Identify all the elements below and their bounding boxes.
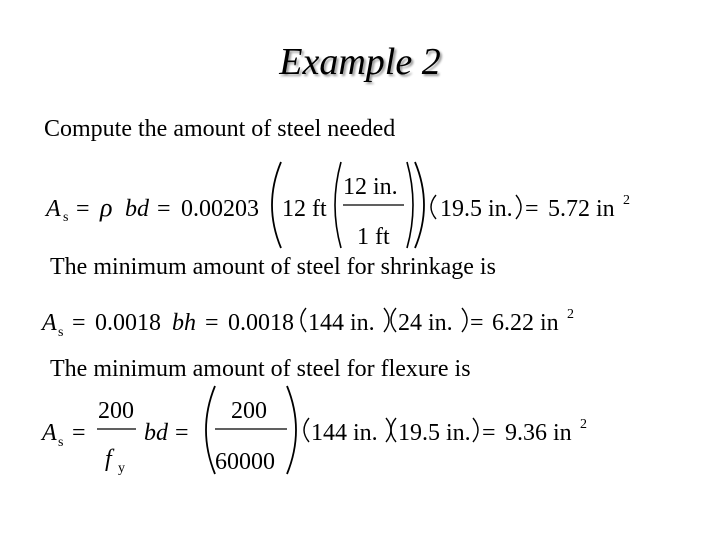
eq1-result: 5.72 in [548,196,615,222]
eq1-A: A [46,196,61,222]
eq1-equals-1: = [76,196,90,222]
text-flexure: The minimum amount of steel for flexure is [50,356,471,382]
text-shrinkage: The minimum amount of steel for shrinkage is [50,254,496,280]
eq2-result: 6.22 in [492,310,559,336]
eq1-ft: 12 ft [282,196,327,222]
eq1-A-sub: s [63,210,69,225]
eq3-big-paren-left [206,386,215,474]
eq3-result: 9.36 in [505,420,572,446]
eq3-equals-1: = [72,420,86,446]
eq2-equals-1: = [72,310,86,336]
eq1-frac-den: 1 ft [357,224,390,250]
eq1-exp: 2 [623,193,630,208]
eq3-d-paren-left [391,418,396,442]
eq2-coef-2: 0.0018 [228,310,294,336]
eq3-big-paren-right [287,386,296,474]
eq2-b: 144 in. [308,310,375,336]
eq1-rho: ρ [100,193,113,222]
eq3-bd: bd [144,420,168,446]
eq2-h: 24 in. [398,310,453,336]
eq3-d-paren-right [473,418,478,442]
slide-title: Example 2 [279,41,441,83]
eq1-frac-num: 12 in. [343,174,398,200]
eq1-equals-3: = [525,196,539,222]
eq1-d: 19.5 in. [440,196,513,222]
eq3-num: 200 [98,398,134,424]
eq3-equals-2: = [175,420,189,446]
eq2-A-sub: s [58,325,64,340]
eq2-A: A [42,310,57,336]
eq2-exp: 2 [567,307,574,322]
eq1-bd: bd [125,196,149,222]
eq1-coef: 0.00203 [181,196,259,222]
eq3-b: 144 in. [311,420,378,446]
eq3-equals-3: = [482,420,496,446]
eq3-b-paren-right [386,418,391,442]
eq1-equals-2: = [157,196,171,222]
eq3-den-sub: y [118,461,125,476]
eq3-A-sub: s [58,435,64,450]
eq3-b-paren-left [304,418,309,442]
text-compute-steel: Compute the amount of steel needed [44,116,396,142]
eq2-equals-2: = [205,310,219,336]
eq3-d: 19.5 in. [398,420,471,446]
eq3-A: A [42,420,57,446]
eq2-equals-3: = [470,310,484,336]
eq3-den2: 60000 [215,449,275,475]
eq2-bh: bh [172,310,196,336]
eq3-den-f: f [105,446,112,472]
eq2-coef: 0.0018 [95,310,161,336]
eq3-exp: 2 [580,417,587,432]
eq3-num2: 200 [231,398,267,424]
